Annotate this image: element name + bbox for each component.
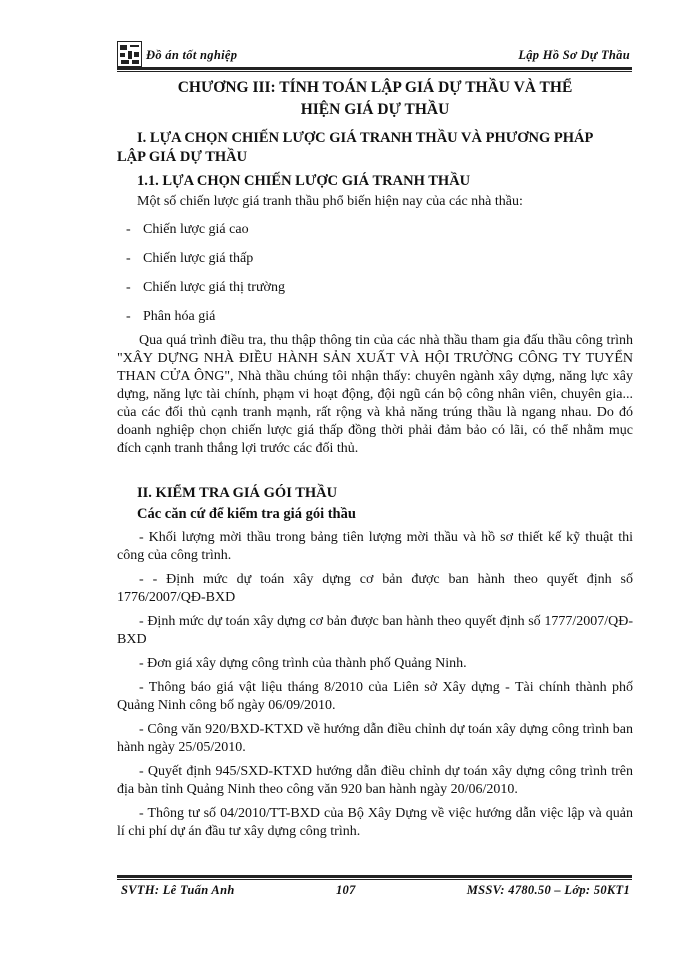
header-logo-icon [117, 41, 142, 67]
page-content [117, 77, 633, 847]
list-dash: - [126, 309, 131, 324]
basis-item: - Quyết định 945/SXD-KTXD hướng dẫn điều chỉnh dự toán xây dựng công trình trên địa bàn tỉnh Quảng Ninh theo công văn 920 ban hành ngày 20/06/2010. [117, 764, 633, 797]
basis-item: - - Định mức dự toán xây dựng cơ bản được ban hành theo quyết định số 1776/2007/QĐ-BXD [117, 572, 633, 605]
strategy-item-label: Chiến lược giá thị trường [143, 280, 285, 295]
basis-item: - Định mức dự toán xây dựng cơ bản được ban hành theo quyết định số 1777/2007/QĐ-BXD [117, 614, 633, 647]
section1-intro: Một số chiến lược giá tranh thầu phổ biến hiện nay của các nhà thầu: [137, 194, 523, 209]
footer-page-number: 107 [336, 883, 356, 897]
chapter-title-line2: HIỆN GIÁ DỰ THẦU [300, 101, 450, 118]
list-dash: - [126, 280, 131, 295]
footer-rule-thin [117, 879, 632, 880]
strategy-item-label: Phân hóa giá [143, 309, 216, 324]
footer-rule-thick [117, 875, 632, 878]
header-rule-thin [117, 71, 632, 72]
basis-item: - Thông báo giá vật liệu tháng 8/2010 của Liên sở Xây dựng - Tài chính thành phố Quảng Ninh công bố ngày 06/09/2010. [117, 680, 633, 713]
section1-title-line2: LẬP GIÁ DỰ THẦU [117, 149, 248, 165]
list-dash: - [126, 251, 131, 266]
strategy-item [117, 308, 633, 326]
chapter-title-line1: CHƯƠNG III: TÍNH TOÁN LẬP GIÁ DỰ THẦU VÀ THỂ [177, 79, 573, 96]
section2-subtitle: Các căn cứ để kiểm tra giá gói thầu [137, 506, 356, 522]
section1-subtitle: 1.1. LỰA CHỌN CHIẾN LƯỢC GIÁ TRANH THẦU [137, 173, 471, 189]
footer-student: SVTH: Lê Tuấn Anh [121, 883, 235, 897]
basis-item: - Khối lượng mời thầu trong bảng tiên lượng mời thầu và hồ sơ thiết kế kỹ thuật thi công của công trình. [117, 530, 633, 563]
section2-title: II. KIỂM TRA GIÁ GÓI THẦU [137, 485, 338, 501]
basis-item: - Công văn 920/BXD-KTXD về hướng dẫn điều chỉnh dự toán xây dựng công trình ban hành ngày 25/05/2010. [117, 722, 633, 755]
basis-item: - Thông tư số 04/2010/TT-BXD của Bộ Xây Dựng về việc hướng dẫn việc lập và quản lí chi phí dự án đầu tư xây dựng công trình. [117, 806, 633, 839]
section1-paragraph: Qua quá trình điều tra, thu thập thông tin của các nhà thầu tham gia đấu thầu công trình "XÂY DỰNG NHÀ ĐIỀU HÀNH SẢN XUẤT VÀ HỘI TRƯỜNG CÔNG TY TUYỂN THAN CỬA ÔNG", Nhà thầu chúng tôi nhận thấy: chuyên ngành xây dựng, năng lực xây dựng, năng lực tài chính, phạm vi hoạt động, đội ngũ cán bộ công nhân viên, chuyên gia... của các đối thủ cạnh tranh mạnh, rất rộng và khả năng trúng thầu là ngang nhau. Do đó doanh nghiệp chọn chiến lược giá thấp đồng thời phải đảm bảo có lãi, có thể nhằm mục đích cạnh tranh thắng lợi trước các đối thủ. [117, 333, 633, 456]
chapter-title [117, 77, 633, 121]
header-rule-thick [117, 67, 632, 70]
basis-item: - Đơn giá xây dựng công trình của thành phố Quảng Ninh. [139, 656, 467, 671]
header-right-text: Lập Hồ Sơ Dự Thầu [518, 48, 630, 62]
header-left-text: Đồ án tốt nghiệp [146, 48, 238, 62]
strategy-item-label: Chiến lược giá thấp [143, 251, 254, 266]
strategy-item [117, 279, 633, 297]
strategy-item-label: Chiến lược giá cao [143, 222, 249, 237]
strategy-item [117, 250, 633, 268]
list-dash: - [126, 222, 131, 237]
section1-title-line1: I. LỰA CHỌN CHIẾN LƯỢC GIÁ TRANH THẦU VÀ PHƯƠNG PHÁP [137, 130, 594, 146]
section1-title [117, 129, 633, 167]
strategy-item [117, 221, 633, 239]
footer-student-id: MSSV: 4780.50 – Lớp: 50KT1 [466, 883, 630, 897]
